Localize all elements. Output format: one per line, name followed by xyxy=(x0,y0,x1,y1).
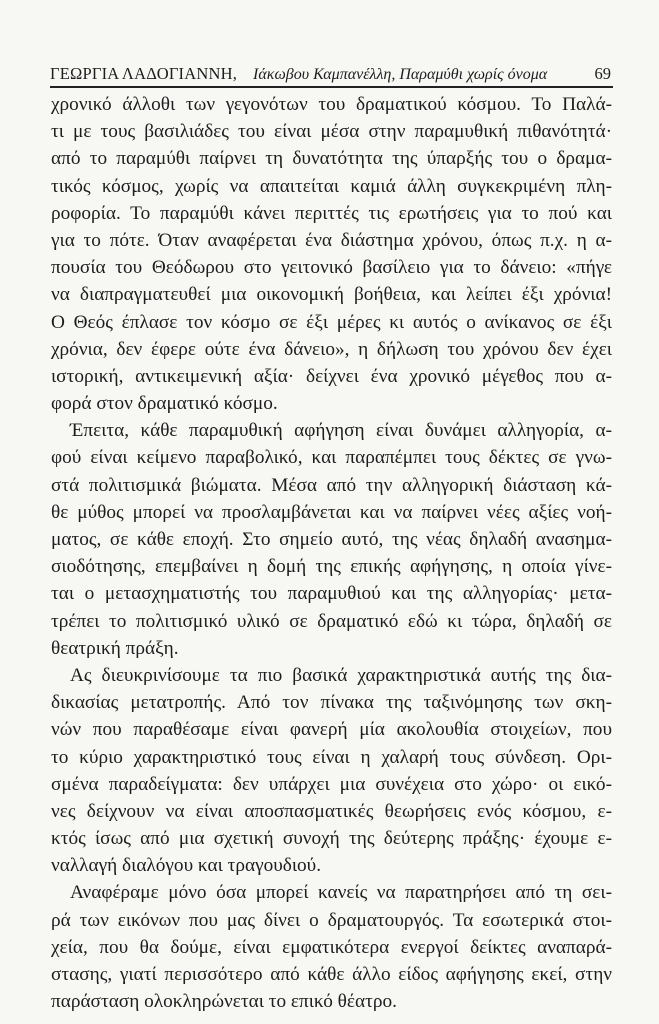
text-line: ματος, σε κάθε εποχή. Στο σημείο αυτό, της νέας δηλαδή ανασημα- xyxy=(51,529,612,550)
text-line: ται ο μετασχηματιστής του παραμυθιού και της αλληγορίας· μετα- xyxy=(51,583,612,605)
text-line: από το παραμύθι παίρνει τη δυνατότητα της ύπαρξής του ο δραμα- xyxy=(51,148,612,170)
header-author: ΓΕΩΡΓΙΑ ΛΑΔΟΓΙΑΝΝΗ, xyxy=(50,64,238,83)
text-line: τικός κόσμος, χωρίς να απαιτείται καμιά άλλη συγκεκριμένη πλη- xyxy=(51,175,612,197)
text-line: σιοδότησης, επεμβαίνει η δομή της επικής αφήγησης, η οποία γίνε- xyxy=(51,556,612,578)
header-title: Ιάκωβου Καμπανέλλη, Παραμύθι χωρίς όνομα xyxy=(253,66,548,83)
text-line: το κύριο χαρακτηριστικό τους είναι η χαλαρή τους σύνδεση. Ορι- xyxy=(51,746,612,768)
text-line: Αναφέραμε μόνο όσα μπορεί κανείς να παρατηρήσει από τη σει- xyxy=(70,882,612,904)
text-line: να διαπραγματευθεί μια οικονομική βοήθεια, και λείπει έξι χρόνια! xyxy=(51,284,612,306)
text-line: Ας διευκρινίσουμε τα πιο βασικά χαρακτηριστικά αυτής της δια- xyxy=(70,664,612,686)
text-line: κτός ίσως από μια σχετική συνοχή της δεύτερης πράξης· έχουμε ε- xyxy=(51,828,612,850)
text-line: δικασίας μετατροπής. Από τον πίνακα της ταξινόμησης των σκη- xyxy=(51,692,612,714)
paragraph xyxy=(51,417,612,662)
text-line: φορά στον δραματικό κόσμο. xyxy=(51,393,278,415)
text-line: χρόνια, δεν έφερε ούτε ένα δάνειο», η δήλωση του χρόνου δεν έχει xyxy=(51,338,612,360)
text-line: πουσία του Θεόδωρου στο γειτονικό βασίλειο για το δάνειο: «πήγε xyxy=(51,257,612,279)
text-line: νών που παραθέσαμε είναι φανερή μία ακολουθία στοιχείων, που xyxy=(51,719,612,741)
text-line: χεία, που θα δούμε, είναι εμφατικότερα ενεργοί δείκτες αναπαρά- xyxy=(51,936,612,958)
text-line: ροφορία. Το παραμύθι κάνει περιττές τις ερωτήσεις για το πού και xyxy=(51,202,612,224)
text-line: Ο Θεός έπλασε τον κόσμο σε έξι μέρες κι αυτός ο ανίκανος σε έξι xyxy=(51,311,612,333)
text-line: Έπειτα, κάθε παραμυθική αφήγηση είναι δυνάμει αλληγορία, α- xyxy=(70,420,612,442)
page-number: 69 xyxy=(594,64,611,83)
text-line: στασης, γιατί περισσότερο από κάθε άλλο είδος αφήγησης εκεί, στην xyxy=(51,964,612,985)
text-line: ιστορική, αντικειμενική αξία· δείχνει ένα χρονικό μέγεθος που α- xyxy=(51,365,612,387)
text-line: νες δείχνουν να είναι αποσπασματικές θεωρήσεις ενός κόσμου, ε- xyxy=(51,800,612,822)
running-header xyxy=(50,60,613,88)
text-line: παράσταση ολοκληρώνεται το επικό θέατρο. xyxy=(51,991,397,1013)
paragraph xyxy=(51,879,612,1015)
text-line: στά πολιτισμικά βιώματα. Μέσα από την αλληγορική διάσταση κά- xyxy=(51,474,612,496)
text-line: τι με τους βασιλιάδες του είναι μέσα στην παραμυθική πιθανότητά· xyxy=(51,121,612,143)
body-text xyxy=(51,91,612,1015)
text-line: φού είναι κείμενο παραβολικό, και παραπέμπει τους δέκτες σε γνω- xyxy=(51,447,612,469)
text-line: θε μύθος μπορεί να προσλαμβάνεται και να παίρνει νέες αξίες νοή- xyxy=(51,501,612,523)
paragraph xyxy=(51,662,612,880)
text-line: σμένα παραδείγματα: δεν υπάρχει μια συνέχεια στο χώρο· οι εικό- xyxy=(51,773,612,795)
text-line: ναλλαγή διαλόγου και τραγουδιού. xyxy=(51,855,322,877)
text-line: θεατρική πράξη. xyxy=(51,637,179,659)
text-line: τρέπει το πολιτισμικό υλικό σε δραματικό εδώ κι τώρα, δηλαδή σε xyxy=(51,610,612,632)
text-line: ρά των εικόνων που μας δίνει ο δραματουργός. Τα εσωτερικά στοι- xyxy=(51,909,612,931)
text-line: χρονικό άλλοθι των γεγονότων του δραματικού κόσμου. Το Παλά- xyxy=(51,94,612,115)
paragraph xyxy=(51,91,612,417)
text-line: για το πότε. Όταν αναφέρεται ένα διάστημα χρόνου, όπως π.χ. η α- xyxy=(51,229,612,251)
